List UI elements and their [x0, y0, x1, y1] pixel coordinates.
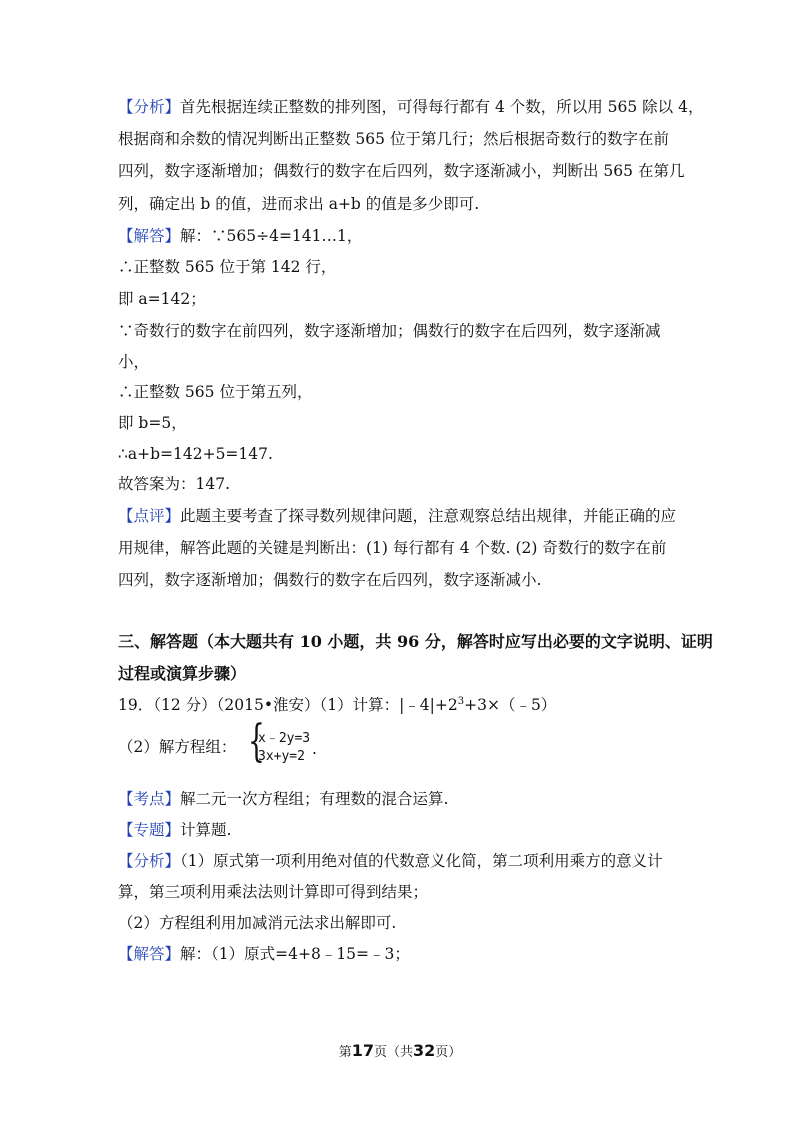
solution-line: 小， [118, 353, 150, 371]
section-heading: 三、解答题（本大题共有 10 小题，共 96 分，解答时应写出必要的文字说明、证明 [118, 632, 713, 651]
equation-1: x﹣2y=3 [258, 731, 311, 746]
equation-period: . [312, 740, 317, 758]
brace-symbol: { [248, 716, 265, 767]
zhuanti-tag: 【专题】 [118, 821, 181, 839]
solution-line: 【解答】解：∵565÷4=141…1， [118, 227, 363, 245]
solution-line: ∴a+b=142+5=147. [118, 445, 273, 463]
analysis-line: （2）方程组利用加减消元法求出解即可. [118, 914, 397, 932]
solution-line: ∴正整数 565 位于第 142 行， [118, 258, 337, 276]
solution-line: 故答案为：147. [118, 475, 231, 493]
comment-line: 用规律，解答此题的关键是判断出：(1) 每行都有 4 个数. (2) 奇数行的数字在前 [118, 539, 667, 557]
analysis-line: 算，第三项利用乘法法则计算即可得到结果； [118, 883, 429, 901]
page-number: 17 [351, 1041, 374, 1060]
analysis-line: 根据商和余数的情况判断出正整数 565 位于第几行；然后根据奇数行的数字在前 [118, 130, 669, 148]
page-footer: 第17页（共32页） [338, 1041, 462, 1060]
analysis-tag: 【分析】 [118, 852, 181, 870]
solution-line: 即 b=5， [118, 414, 187, 432]
question-stem: 19．（12 分）（2015•淮安）（1）计算：$|﹣4|+2^3+3\times(﹣5)$ [118, 696, 557, 715]
comment-tag: 【点评】 [118, 507, 181, 525]
analysis-line: 【分析】（1）原式第一项利用绝对值的代数意义化简，第二项利用乘方的意义计 [118, 852, 663, 870]
comment-line: 【点评】此题主要考查了探寻数列规律问题，注意观察总结出规律，并能正确的应 [118, 507, 677, 525]
analysis-line: 【分析】首先根据连续正整数的排列图，可得每行都有 4 个数，所以用 565 除以 4， [118, 98, 704, 116]
equation-2: 3x+y=2 [258, 749, 305, 764]
kaodian-tag: 【考点】 [118, 790, 181, 808]
analysis-tag: 【分析】 [118, 98, 181, 116]
solution-line: 即 a=142； [118, 290, 206, 308]
zhuanti-line: 【专题】计算题. [118, 821, 232, 839]
solution-line: ∴正整数 565 位于第五列， [118, 383, 313, 401]
solution-tag: 【解答】 [118, 227, 181, 245]
solution-tag: 【解答】 [118, 945, 181, 963]
kaodian-line: 【考点】解二元一次方程组；有理数的混合运算. [118, 790, 449, 808]
equation-system [248, 716, 311, 769]
comment-line: 四列，数字逐渐增加；偶数行的数字在后四列，数字逐渐减小. [118, 571, 542, 589]
section-heading-cont: 过程或演算步骤） [118, 664, 247, 683]
question-part2: （2）解方程组： [118, 738, 237, 756]
solution-line: ∵奇数行的数字在前四列，数字逐渐增加；偶数行的数字在后四列，数字逐渐减 [118, 322, 661, 340]
solution-line: 【解答】解：（1）原式=4+8﹣15=﹣3； [118, 945, 410, 963]
analysis-line: 四列，数字逐渐增加；偶数行的数字在后四列，数字逐渐减小，判断出 565 在第几 [118, 162, 685, 180]
page-total: 32 [413, 1041, 436, 1060]
analysis-line: 列，确定出 b 的值，进而求出 a+b 的值是多少即可. [118, 195, 480, 213]
